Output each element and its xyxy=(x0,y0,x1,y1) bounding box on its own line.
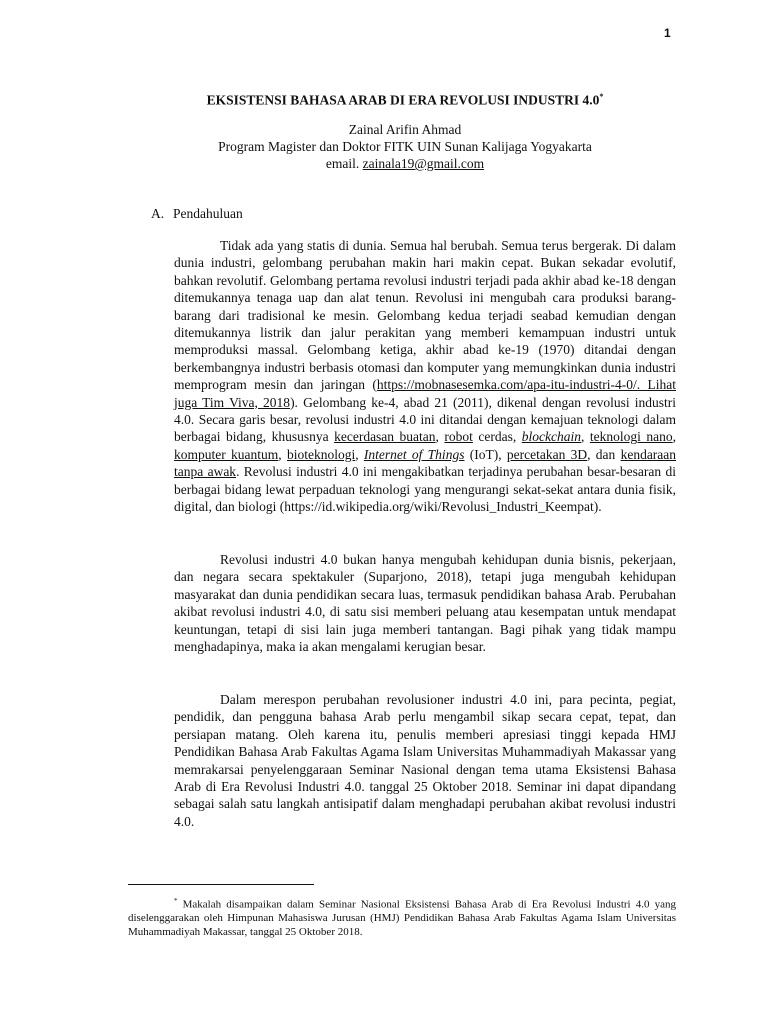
page-number: 1 xyxy=(664,26,671,40)
p1-text-start: Tidak ada yang statis di dunia. Semua hal berubah. Semua terus bergerak. Di dalam dunia industri, gelombang perubahan makin hari makin cepat. Bukan sekadar evolutif, bahkan revolutif. Gelombang pertama revolusi industri terjadi pada akhir abad ke-18 dengan ditemukannya tenaga uap dan alat tenun. Revolusi ini mengubah cara produksi barang-barang dari tradisional ke mesin. Gelombang kedua terjadi seabad kemudian dengan ditemukannya listrik dan jalur perakitan yang memberi kemampuan industri untuk memproduksi massal. Gelombang ketiga, akhir abad ke-19 (1970) ditandai dengan berkembangnya industri berbasis otomasi dan komputer yang memungkinkan dunia industri memprogram mesin dan jaringan ( xyxy=(174,238,676,393)
footnote-divider xyxy=(128,884,314,885)
paragraph-2 xyxy=(174,551,676,655)
section-heading xyxy=(151,206,243,222)
email-link[interactable]: zainala19@gmail.com xyxy=(362,156,485,171)
footnote xyxy=(128,895,676,940)
title-footnote-mark[interactable]: * xyxy=(599,92,604,101)
sep: (IoT), xyxy=(464,446,507,462)
term-komputer-kuantum[interactable]: komputer kuantum xyxy=(174,446,279,462)
sep: , xyxy=(278,446,287,462)
sep: cerdas, xyxy=(472,429,522,445)
paragraph-3 xyxy=(174,691,676,830)
paragraph-1 xyxy=(174,237,676,516)
term-teknologi-nano[interactable]: teknologi nano xyxy=(589,429,673,445)
author-affiliation: Program Magister dan Doktor FITK UIN Sunan Kalijaga Yogyakarta xyxy=(218,139,592,154)
term-blockchain[interactable]: blockchain xyxy=(521,429,582,445)
section-title: Pendahuluan xyxy=(173,206,243,221)
source-link[interactable]: https://mobnasesemka.com/apa-itu-industri-4-0/. Lihat juga Tim Viva, 2018 xyxy=(174,377,676,410)
term-internet-of-things[interactable]: Internet of Things xyxy=(363,446,465,462)
author-email-line xyxy=(0,155,768,173)
term-bioteknologi[interactable]: bioteknologi xyxy=(286,446,356,462)
footnote-text: Makalah disampaikan dalam Seminar Nasional Eksistensi Bahasa Arab di Era Revolusi Industri 4.0 yang diselenggarakan oleh Himpunan Mahasiswa Jurusan (HMJ) Pendidikan Bahasa Arab Fakultas Agama Islam Universitas Muhammadiyah Makassar, tanggal 25 Oktober 2018. xyxy=(128,898,676,939)
sep: , dan xyxy=(587,446,621,462)
term-kecerdasan-buatan[interactable]: kecerdasan buatan xyxy=(334,429,436,445)
author-name: Zainal Arifin Ahmad xyxy=(348,122,462,137)
footnote-mark: * xyxy=(174,897,178,905)
section-label: A. xyxy=(151,206,165,221)
title-text: EKSISTENSI BAHASA ARAB DI ERA REVOLUSI INDUSTRI 4.0 xyxy=(206,92,600,108)
email-label: email. xyxy=(325,156,360,171)
p1-text-mid: ). Gelombang ke-4, abad 21 (2011), dikenal dengan revolusi industri 4.0. Secara garis besar, revolusi industri 4.0 ini ditandai dengan kemajuan teknologi dalam berbagai bidang, khususnya xyxy=(174,394,676,445)
term-robot[interactable]: robot xyxy=(444,429,473,445)
p1-text-end: . Revolusi industri 4.0 ini mengakibatkan terjadinya perubahan besar-besaran di berbagai bidang lewat perpaduan teknologi yang mengurangi sekat-sekat antara dunia fisik, digital, dan biologi (https://id.wikipedia.org/wiki/Revolusi_Industri_Keempat). xyxy=(174,464,676,515)
term-percetakan-3d[interactable]: percetakan 3D xyxy=(506,446,588,462)
sep: , xyxy=(581,429,590,445)
p3-text: Dalam merespon perubahan revolusioner industri 4.0 ini, para pecinta, pegiat, pendidik, dan pengguna bahasa Arab perlu mengambil sikap secara cepat, tepat, dan persiapan matang. Oleh karena itu, penulis memberi apresiasi tinggi kepada HMJ Pendidikan Bahasa Arab Fakultas Agama Islam Universitas Muhammadiyah Makassar yang memrakarsai penyelenggaraan Seminar Nasional dengan tema utama Eksistensi Bahasa Arab di Era Revolusi Industri 4.0. tanggal 25 Oktober 2018. Seminar ini dapat dipandang sebagai salah satu langkah antisipatif dalam menghadapi perubahan akibat revolusi industri 4.0. xyxy=(174,692,676,829)
paper-title xyxy=(0,92,768,109)
sep: , xyxy=(435,429,445,445)
sep: , xyxy=(355,446,364,462)
term-kendaraan-tanpa-awak[interactable]: kendaraan tanpa awak xyxy=(174,446,677,480)
p2-text: Revolusi industri 4.0 bukan hanya mengubah kehidupan dunia bisnis, pekerjaan, dan negara secara spektakuler (Suparjono, 2018), tetapi juga mengubah kehidupan masyarakat dan dunia pendidikan secara luas, termasuk pendidikan bahasa Arab. Perubahan akibat revolusi industri 4.0, di satu sisi memberi peluang atau kesempatan untuk mendapat keuntungan, tetapi di sisi lain juga memberi tantangan. Bagi pihak yang tidak mampu menghadapinya, maka ia akan mengalami kerugian besar. xyxy=(174,552,676,655)
sep: , xyxy=(672,429,676,445)
